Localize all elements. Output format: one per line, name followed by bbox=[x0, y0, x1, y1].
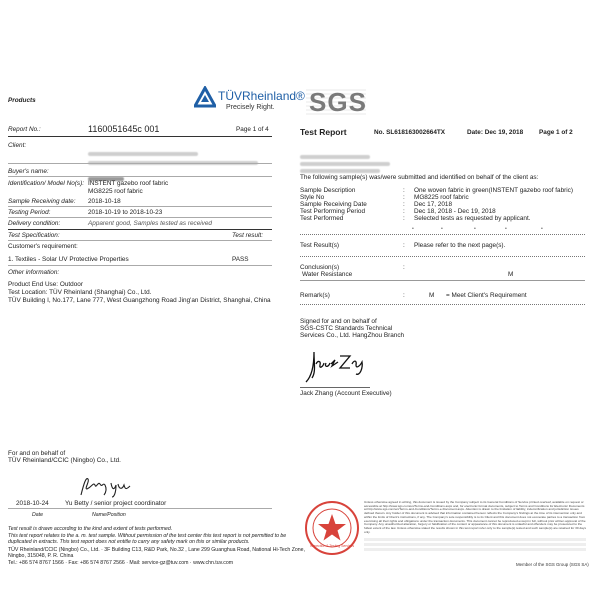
product-end-use: Product End Use: Outdoor bbox=[8, 281, 83, 288]
testing-period-value: 2018-10-19 to 2018-10-23 bbox=[88, 209, 163, 216]
conclusion-label: Conclusion(s) bbox=[300, 264, 340, 271]
remarks-label: Remark(s) bbox=[300, 292, 330, 299]
footer-note-1: Test result is drawn according to the kind and extent of tests performed. bbox=[8, 526, 173, 532]
test-result-label: Test result: bbox=[232, 232, 264, 239]
name-position-label: Name/Position bbox=[92, 512, 126, 518]
buyers-name-label: Buyer's name: bbox=[8, 168, 49, 175]
left-page-number: Page 1 of 4 bbox=[236, 126, 269, 133]
sgs-signer: Jack Zhang (Account Executive) bbox=[300, 390, 392, 397]
sgs-stamp-text: Inspection & Testing Services bbox=[309, 544, 355, 548]
sgs-footer-address-bar bbox=[364, 538, 586, 554]
model-value: MG8225 roof fabric bbox=[88, 188, 143, 195]
sgs-intro: The following sample(s) was/were submitted and identified on behalf of the client as: bbox=[300, 174, 539, 181]
client-label: Client: bbox=[8, 142, 27, 149]
test-results-label: Test Result(s) bbox=[300, 242, 340, 249]
test-location-address: TÜV Building I, No.177, Lane 777, West Guangzhong Road Jing'an District, Shanghai, China bbox=[8, 297, 271, 304]
signed-line-3: Services Co., Ltd. HangZhou Branch bbox=[300, 332, 405, 339]
on-behalf-line1: For and on behalf of bbox=[8, 450, 66, 457]
water-resistance-label: Water Resistance bbox=[302, 271, 353, 278]
sgs-logo-text: SGS bbox=[309, 87, 367, 117]
water-resistance-value: M bbox=[508, 271, 514, 278]
sgs-stamp bbox=[304, 500, 360, 556]
tuv-triangle-icon bbox=[194, 86, 216, 108]
test-spec-label: Test Specification: bbox=[8, 232, 60, 239]
identification-value: INSTENT gazebo roof fabric bbox=[88, 180, 169, 187]
sgs-report-no: No. SL618163002664TX bbox=[374, 129, 446, 136]
footer-address-1: TÜV Rheinland/CCIC (Ningbo) Co., Ltd. · 3F Building C13, R&D Park, No.32 , Lane 299 Guanghua Road, National Hi-Tech Zone, bbox=[8, 547, 305, 553]
test-performed-label: Test Performed bbox=[300, 215, 344, 222]
receiving-date-label: Sample Receiving Date bbox=[300, 201, 367, 208]
style-no-label: Style No bbox=[300, 194, 325, 201]
tuv-logo bbox=[194, 86, 216, 113]
sgs-page-number: Page 1 of 2 bbox=[539, 129, 573, 136]
tuv-tagline: Precisely Right. bbox=[226, 104, 275, 111]
receiving-date-value: Dec 17, 2018 bbox=[414, 201, 453, 208]
test-results-value: Please refer to the next page(s). bbox=[414, 242, 506, 249]
on-behalf-line2: TÜV Rheinland/CCIC (Ningbo) Co., Ltd. bbox=[8, 457, 121, 464]
remarks-value: = Meet Client's Requirement bbox=[446, 292, 527, 299]
remarks-m: M bbox=[429, 292, 435, 299]
sgs-fine-print: Unless otherwise agreed in writing, this document is issued by the Company subject to its General Conditions of Service printed overleaf, available on request or accessible at http://www.sgs.com/en/Terms-and-Conditions.aspx and, for electronic format documents, subject to Terms and Conditions for Electronic Documents at http://www.sgs.com/en/Terms-and-Conditions/Terms-e-Document.aspx. Attention is drawn to the limitation of liability, indemnification and jurisdiction issues defined therein. Any holder of this document is advised that information contained hereon reflects the Company's findings at the time of its intervention only and within the limits of Client's instructions, if any. The Company's sole responsibility is to its Client and this document does not exonerate parties to a transaction from exercising all their rights and obligations under the transaction documents. This document cannot be reproduced except in full, without prior written approval of the Company. Any unauthorized alteration, forgery or falsification of the content or appearance of this document is unlawful and offenders may be prosecuted to the fullest extent of the law. Unless otherwise stated the results shown in this test report refer only to the sample(s) tested and such sample(s) are retained for 30 days only. bbox=[364, 501, 586, 534]
footer-address-3: Tel.: +86 574 8767 1566 · Fax: +86 574 8767 2566 · Mail: service-gz@tuv.com · www.chn.tuv.com bbox=[8, 560, 234, 566]
report-no-label: Report No.: bbox=[8, 126, 41, 133]
sign-name: Yu Betty / senior project coordinator bbox=[65, 500, 167, 507]
testing-period-label: Testing Period: bbox=[8, 209, 51, 216]
test-performed-value: Selected tests as requested by applicant. bbox=[414, 215, 531, 222]
signed-line-2: SGS-CSTC Standards Technical bbox=[300, 325, 393, 332]
identification-label: Identification/ Model No(s): bbox=[8, 180, 85, 187]
footer-note-3: duplicated in extracts. This test report does not entitle to carry any safety mark on this or similar products. bbox=[8, 539, 250, 545]
performing-period-label: Test Performing Period bbox=[300, 208, 365, 215]
footer-address-2: Ningbo, 315048, P. R. China bbox=[8, 553, 74, 559]
sample-desc-value: One woven fabric in green(INSTENT gazebo roof fabric) bbox=[414, 187, 574, 194]
other-info-label: Other information: bbox=[8, 269, 60, 276]
test-item-result: PASS bbox=[232, 256, 249, 263]
performing-period-value: Dec 18, 2018 - Dec 19, 2018 bbox=[414, 208, 496, 215]
sgs-member: Member of the SGS Group (SGS SA) bbox=[516, 562, 589, 567]
delivery-label: Delivery condition: bbox=[8, 220, 61, 227]
report-no-value: 1160051645c 001 bbox=[88, 124, 160, 134]
customer-requirement: Customer's requirement: bbox=[8, 243, 78, 250]
tuv-brand-name: TÜVRheinland® bbox=[218, 89, 305, 103]
products-label: Products bbox=[8, 97, 36, 104]
jack-signature bbox=[302, 346, 368, 391]
sample-receiving-value: 2018-10-18 bbox=[88, 198, 121, 205]
sample-desc-label: Sample Description bbox=[300, 187, 356, 194]
date-label: Date bbox=[32, 512, 43, 518]
footer-note-2: This test report relates to the a. m. test sample. Without permission of the test center this test report is not permitted to be bbox=[8, 533, 287, 539]
sgs-report-title: Test Report bbox=[300, 127, 347, 137]
delivery-value: Apparent good, Samples tested as received bbox=[88, 220, 212, 227]
test-item: 1. Textiles - Solar UV Protective Properties bbox=[8, 256, 129, 263]
sign-date: 2018-10-24 bbox=[16, 500, 49, 507]
style-no-value: MG8225 roof fabric bbox=[414, 194, 469, 201]
test-location: Test Location: TÜV Rheinland (Shanghai) Co., Ltd. bbox=[8, 289, 152, 296]
sgs-report-date: Date: Dec 19, 2018 bbox=[467, 129, 524, 136]
sample-receiving-label: Sample Receiving date: bbox=[8, 198, 76, 205]
signed-line-1: Signed for and on behalf of bbox=[300, 318, 377, 325]
